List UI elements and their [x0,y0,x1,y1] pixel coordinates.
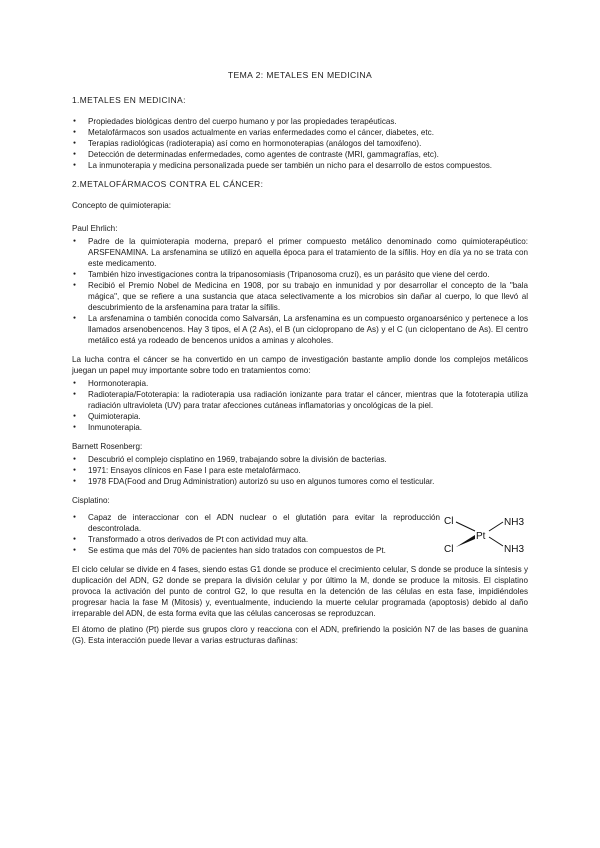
list-item: ● Detección de determinadas enfermedades, como agentes de contraste (MRI, gammagrafías, etc). [72,149,528,160]
list-item: ● Inmunoterapia. [72,422,528,433]
cisplatin-structure [440,512,528,558]
ehrlich-heading: Paul Ehrlich: [72,224,118,233]
cisplatin-structure-drawing [442,512,526,558]
list-item: ● Metalofármacos son usados actualmente en varias enfermedades como el cáncer, diabetes, etc. [72,127,528,138]
cisplatino-bullet-list [72,512,440,556]
list-item: ● Se estima que más del 70% de pacientes han sido tratados con compuestos de Pt. [72,545,440,556]
chloride-ligand-bottom: Cl [444,544,454,555]
bond-line [456,522,475,531]
rosenberg-heading: Barnett Rosenberg: [72,442,143,451]
list-item: ● Capaz de interaccionar con el ADN nuclear o el glutatión para evitar la reproducción descontrolada. [72,512,440,534]
list-item: ● Hormonoterapia. [72,378,528,389]
platinum-center: Pt [476,531,486,542]
concept-subheading: Concepto de quimioterapia: [72,201,171,210]
ammine-ligand-top: NH3 [504,517,525,528]
cisplatino-block [72,512,528,564]
list-item: ● Radioterapia/Fototerapia: la radioterapia usa radiación ionizante para tratar el cáncer, mientras que la fototerapia utiliza radiación ultravioleta (UV) para tratar afecciones cutáneas inflamatorias y oncológicas de la piel. [72,389,528,411]
list-item: ● 1978 FDA(Food and Drug Administration) autorizó su uso en algunos tumores como el testicular. [72,476,528,487]
list-item: ● También hizo investigaciones contra la tripanosomiasis (Tripanosoma cruzi), es un parásito que viene del cerdo. [72,269,528,280]
list-item: ● La inmunoterapia y medicina personalizada puede ser también un nicho para el desarrollo de estos compuestos. [72,160,528,171]
ammine-ligand-bottom: NH3 [504,544,525,555]
bond-line [489,537,503,546]
list-item: ● Quimioterapia. [72,411,528,422]
section-2-heading: 2.METALOFÁRMACOS CONTRA EL CÁNCER: [72,179,264,189]
list-item: ● La arsfenamina o también conocida como Salvarsán, La arsfenamina es un compuesto organoarsénico y pertenece a los llamados arsenobencenos. Hay 3 tipos, el A (2 As), el B (un ciclopropano de As) y el C (un ciclopentano de As). El centro metálico está ya rodeado de bencenos unidos a aminas y alcoholes. [72,313,528,346]
chloride-ligand-top: Cl [444,516,454,527]
section-1-heading: 1.METALES EN MEDICINA: [72,95,186,105]
ehrlich-bullet-list [72,236,528,346]
lucha-paragraph: La lucha contra el cáncer se ha convertido en un campo de investigación bastante amplio donde los complejos metálicos juegan un papel muy importante sobre todo en tratamientos como: [72,355,528,375]
atomo-platino-paragraph: El átomo de platino (Pt) pierde sus grupos cloro y reacciona con el ADN, prefiriendo la posición N7 de las bases de guanina (G). Esta interacción puede llevar a varias estructuras dañinas: [72,625,528,645]
list-item: ● Propiedades biológicas dentro del cuerpo humano y por las propiedades terapéuticas. [72,116,528,127]
ciclo-celular-paragraph: El ciclo celular se divide en 4 fases, siendo estas G1 donde se produce el crecimiento celular, S donde se produce la síntesis y duplicación del ADN, G2 donde se prepara la división celular y por último la M, donde se produce la mitosis. El cisplatino provoca la activación del punto de control G2, lo que resulta en la detención de las células en esta fase, impidiéndoles progresar hacia la fase M (Mitosis) y, eventualmente, induciendo la muerte celular programada (apoptosis) debido al daño irreparable del ADN, de esta forma evita que las células cancerosas se reproduzcan. [72,565,528,618]
rosenberg-bullet-list [72,454,528,487]
list-item: ● Padre de la quimioterapia moderna, preparó el primer compuesto metálico denominado como quimioterapéutico: ARSFENAMINA. La arsfenamina se utilizó en aquella época para el tratamiento de la sífilis. Hoy en día ya no se trata con este medicamento. [72,236,528,269]
list-item: ● Descubrió el complejo cisplatino en 1969, trabajando sobre la división de bacterias. [72,454,528,465]
document-title: TEMA 2: METALES EN MEDICINA [227,70,373,80]
list-item: ● 1971: Ensayos clínicos en Fase I para este metalofármaco. [72,465,528,476]
list-item: ● Transformado a otros derivados de Pt con actividad muy alta. [72,534,440,545]
bond-line [489,522,503,531]
wedge-bond [456,535,475,547]
lucha-bullet-list [72,378,528,433]
section-1-bullet-list [72,116,528,171]
list-item: ● Recibió el Premio Nobel de Medicina en 1908, por su trabajo en inmunidad y por desarrollar el concepto de la "bala mágica", que se refiere a una sustancia que ataca selectivamente a los microbios sin dañar al cuerpo, lo que llevó al descubrimiento de la arsfenamina para tratar la sífilis. [72,280,528,313]
list-item: ● Terapias radiológicas (radioterapia) así como en hormonoterapias (análogos del tamoxifeno). [72,138,528,149]
cisplatino-heading: Cisplatino: [72,496,110,505]
